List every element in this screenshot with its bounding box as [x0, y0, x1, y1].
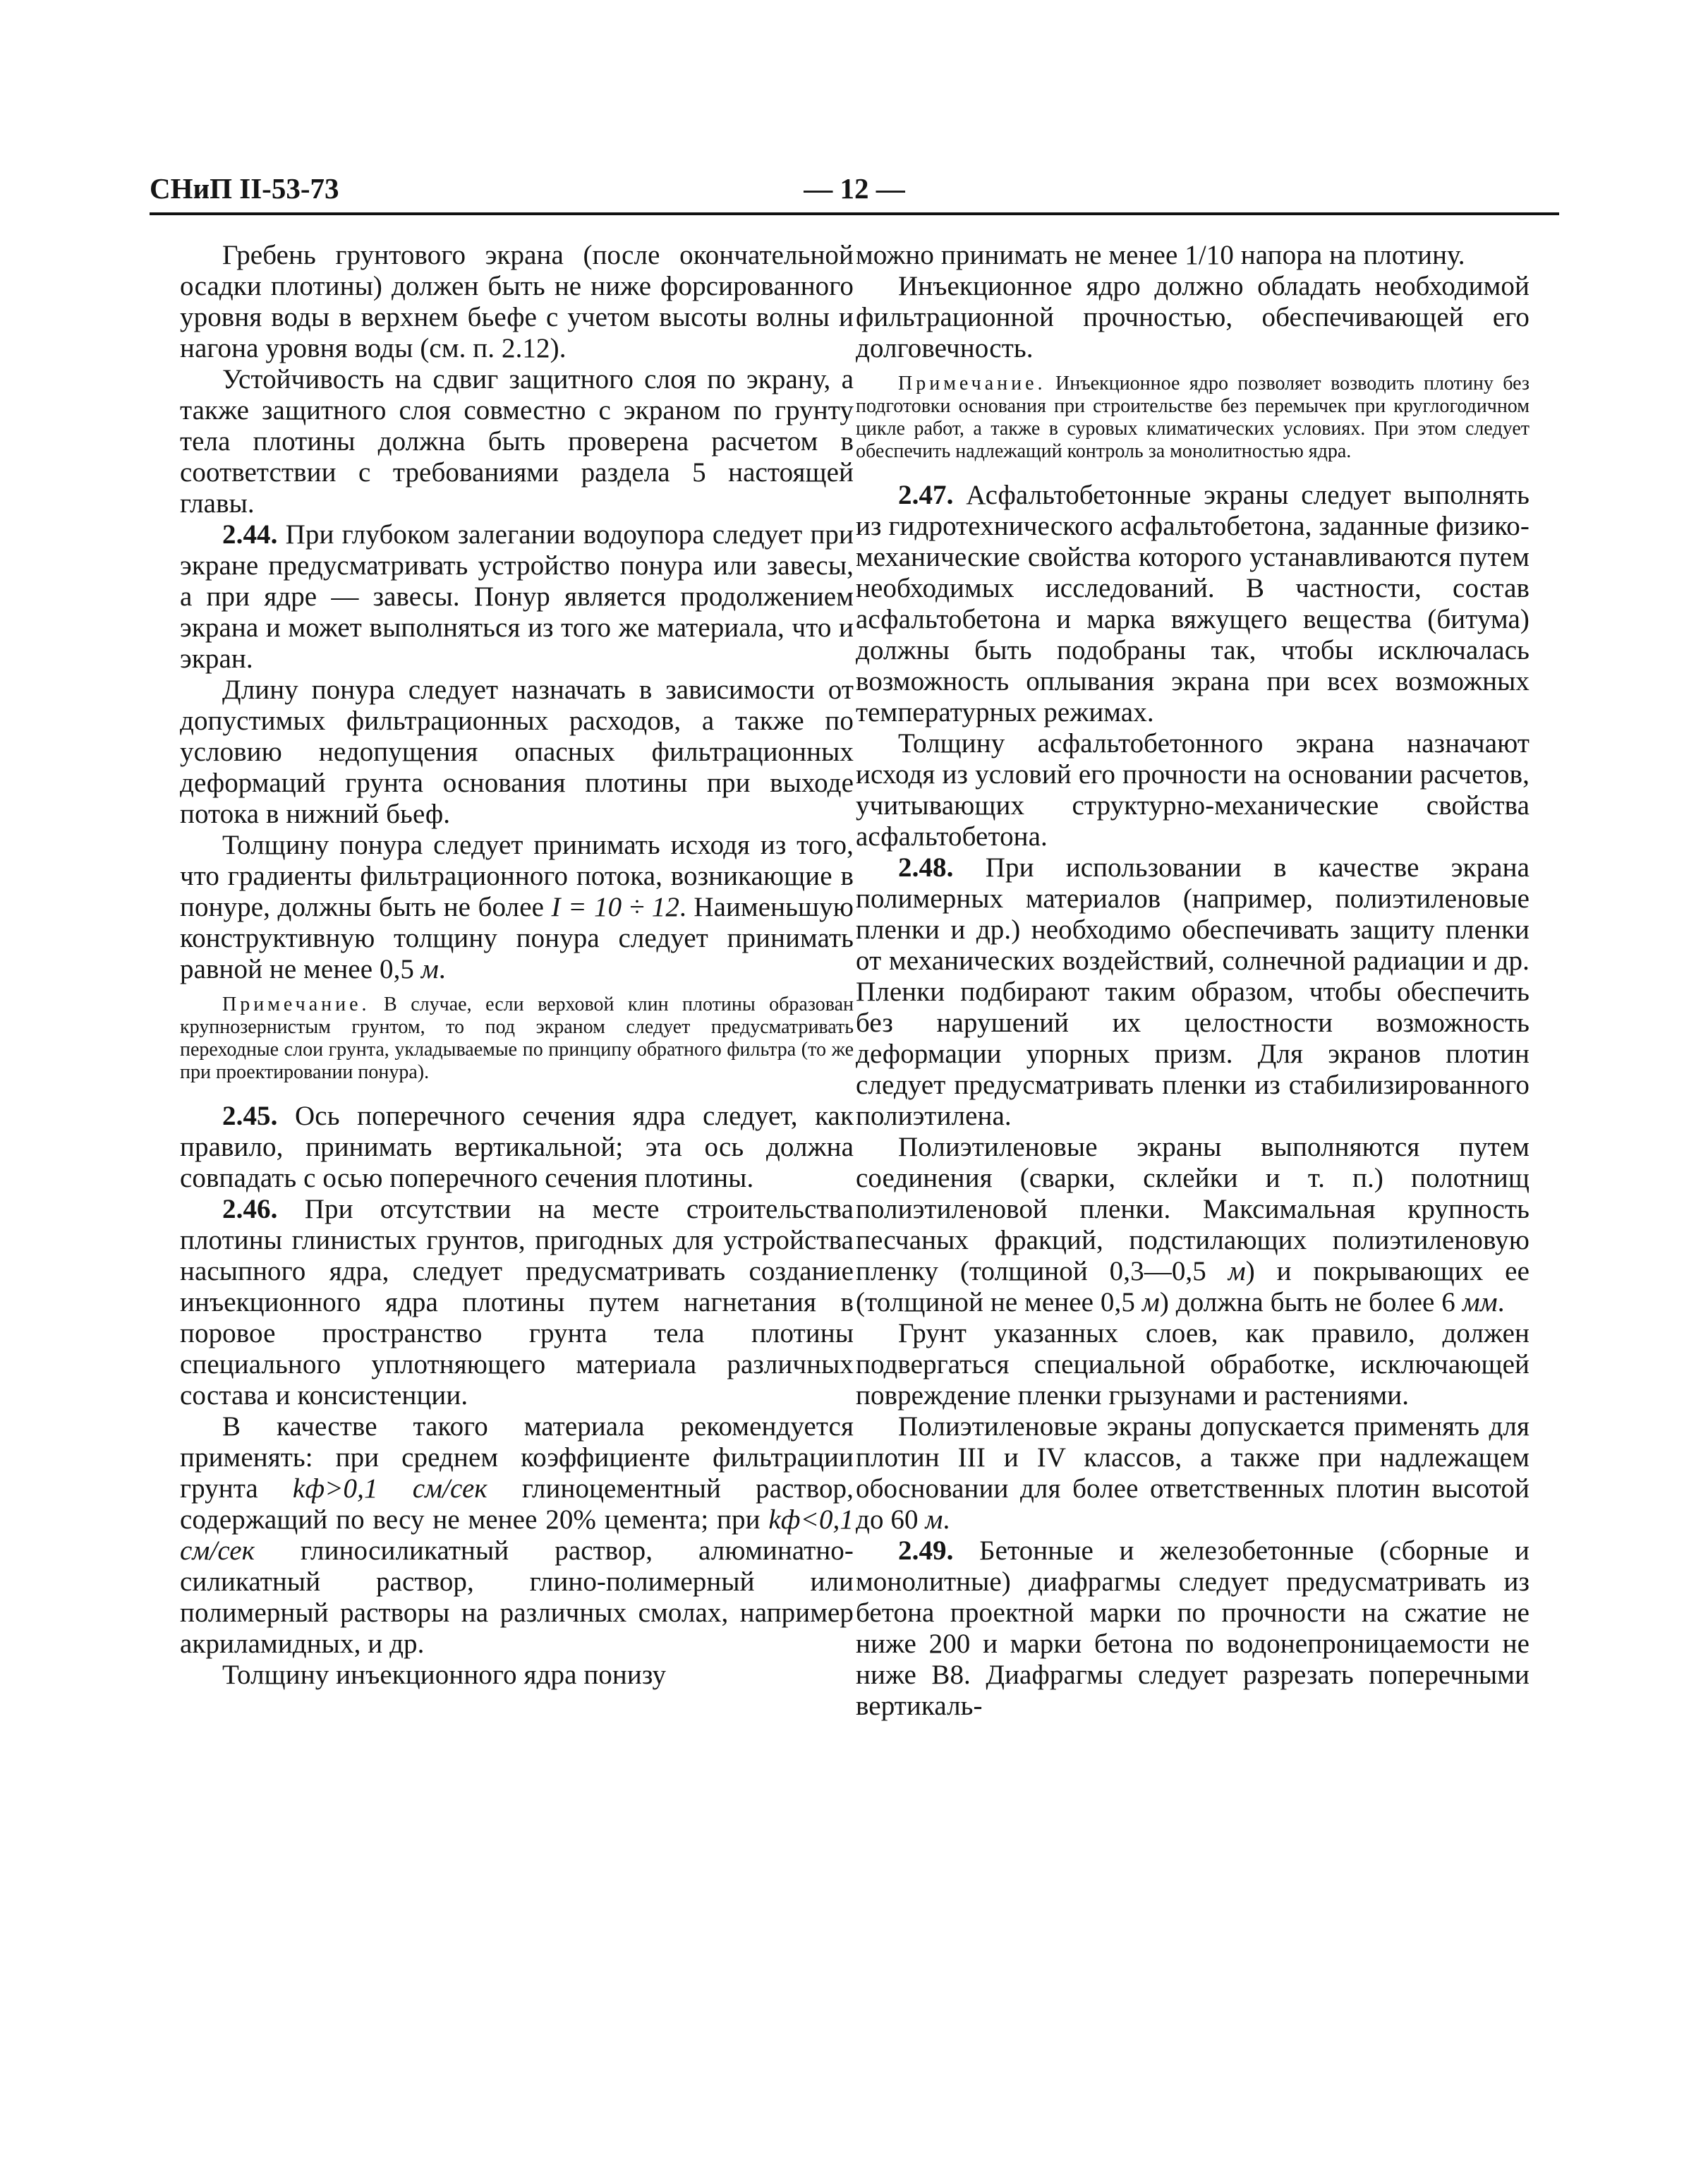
paragraph: Гребень грунтового экрана (после окончательной осадки плотины) должен быть не ниже форсированного уровня воды в верхнем бьефе с учетом высоты волны и нагона уровня воды (см. п. 2.12). [180, 240, 854, 363]
formula: kф<0,1 см/сек [180, 1504, 854, 1566]
paragraph: Толщину асфальтобетонного экрана назначают исходя из условий его прочности на основании расчетов, учитывающих структурно-механические свойства асфальтобетона. [856, 728, 1530, 852]
paragraph: Длину понура следует назначать в зависимости от допустимых фильтрационных расходов, а также по условию недопущения опасных фильтрационных деформаций грунта основания плотины при выходе потока в нижний бьеф. [180, 675, 854, 829]
note: Примечание. В случае, если верховой клин плотины образован крупнозернистым грунтом, то под экраном следует предусматривать переходные слои грунта, укладываемые по принципу обратного фильтра (то же при проектировании понура). [180, 994, 854, 1083]
paragraph-2-49: 2.49. Бетонные и железобетонные (сборные и монолитные) диафрагмы следует предусматривать из бетона проектной марки по прочности на сжатие не ниже 200 и марки бетона по водонепроницаемости не ниже В8. Диафрагмы следует разрезать поперечными вертикаль- [856, 1535, 1530, 1721]
paragraph: Инъекционное ядро должно обладать необходимой фильтрационной прочностью, обеспечивающей его долговечность. [856, 271, 1530, 363]
page-header [150, 171, 1559, 212]
formula: I = 10 ÷ 12 [551, 892, 679, 922]
document-code: СНиП II-53-73 [150, 172, 339, 205]
paragraph-2-47: 2.47. Асфальтобетонные экраны следует выполнять из гидротехнического асфальтобетона, заданные физико-механические свойства которого устанавливаются путем необходимых исследований. В частности, состав асфальтобетона и марка вяжущего вещества (битума) должны быть подобраны так, чтобы исключалась возможность оплывания экрана при всех возможных температурных режимах. [856, 480, 1530, 728]
note: Примечание. Инъекционное ядро позволяет возводить плотину без подготовки основания при строительстве без перемычек при круглогодичном цикле работ, а также в суровых климатических условиях. При этом следует обеспечить надлежащий контроль за монолитностью ядра. [856, 373, 1530, 462]
header-rule [150, 212, 1559, 215]
note-label: Примечание. [898, 373, 1046, 394]
paragraph: Полиэтиленовые экраны допускается применять для плотин III и IV классов, а также при надлежащем обосновании для более ответственных плотин высотой до 60 м. [856, 1411, 1530, 1535]
clause-number: 2.47. [898, 480, 954, 510]
paragraph: Толщину инъекционного ядра понизу [222, 1660, 667, 1690]
left-column [180, 240, 854, 1691]
clause-number: 2.45. [222, 1101, 278, 1131]
note-label: Примечание. [222, 994, 370, 1015]
paragraph: В качестве такого материала рекомендуется применять: при среднем коэффициенте фильтрации грунта kф>0,1 см/сек глиноцементный раствор, содержащий по весу не менее 20% цемента; при kф<0,1 см/сек глиносиликатный раствор, алюминатно-силикатный раствор, глино-полимерный или полимерный растворы на различных смолах, например акриламидных, и др. [180, 1411, 854, 1659]
paragraph: можно принимать не менее 1/10 напора на плотину. [856, 240, 1465, 270]
page-number: — 12 — [804, 172, 905, 205]
clause-number: 2.49. [898, 1535, 954, 1566]
paragraph: Полиэтиленовые экраны выполняются путем соединения (сварки, склейки и т. п.) полотнищ полиэтиленовой пленки. Максимальная крупность песчаных фракций, подстилающих полиэтиленовую пленку (толщиной 0,3—0,5 м) и покрывающих ее (толщиной не менее 0,5 м) должна быть не более 6 мм. [856, 1132, 1530, 1317]
paragraph-2-48: 2.48. При использовании в качестве экрана полимерных материалов (например, полиэтиленовые пленки и др.) необходимо обеспечивать защиту пленки от механических воздействий, солнечной радиации и др. Пленки подбирают таким образом, чтобы обеспечить без нарушений их целостности возможность деформации упорных призм. Для экранов плотин следует предусматривать пленки из стабилизированного полиэтилена. [856, 852, 1530, 1131]
formula: kф>0,1 см/сек [292, 1473, 487, 1504]
clause-number: 2.44. [222, 519, 278, 550]
paragraph: Грунт указанных слоев, как правило, должен подвергаться специальной обработке, исключающей повреждение пленки грызунами и растениями. [856, 1318, 1530, 1411]
right-column [856, 240, 1530, 1722]
paragraph-2-45: 2.45. Ось поперечного сечения ядра следует, как правило, принимать вертикальной; эта ось должна совпадать с осью поперечного сечения плотины. [180, 1101, 854, 1193]
clause-number: 2.46. [222, 1194, 278, 1224]
paragraph: Устойчивость на сдвиг защитного слоя по экрану, а также защитного слоя совместно с экраном по грунту тела плотины должна быть проверена расчетом в соответствии с требованиями раздела 5 настоящей главы. [180, 364, 854, 519]
paragraph: Толщину понура следует принимать исходя из того, что градиенты фильтрационного потока, возникающие в понуре, должны быть не более I = 10 ÷ 12. Наименьшую конструктивную толщину понура следует принимать равной не менее 0,5 м. [180, 830, 854, 984]
paragraph-2-44: 2.44. При глубоком залегании водоупора следует при экране предусматривать устройство понура или завесы, а при ядре — завесы. Понур является продолжением экрана и может выполняться из того же материала, что и экран. [180, 519, 854, 674]
clause-number: 2.48. [898, 852, 954, 883]
paragraph-2-46: 2.46. При отсутствии на месте строительства плотины глинистых грунтов, пригодных для устройства насыпного ядра, следует предусматривать создание инъекционного ядра плотины путем нагнетания в поровое пространство грунта тела плотины специального уплотняющего материала различных состава и консистенции. [180, 1194, 854, 1411]
